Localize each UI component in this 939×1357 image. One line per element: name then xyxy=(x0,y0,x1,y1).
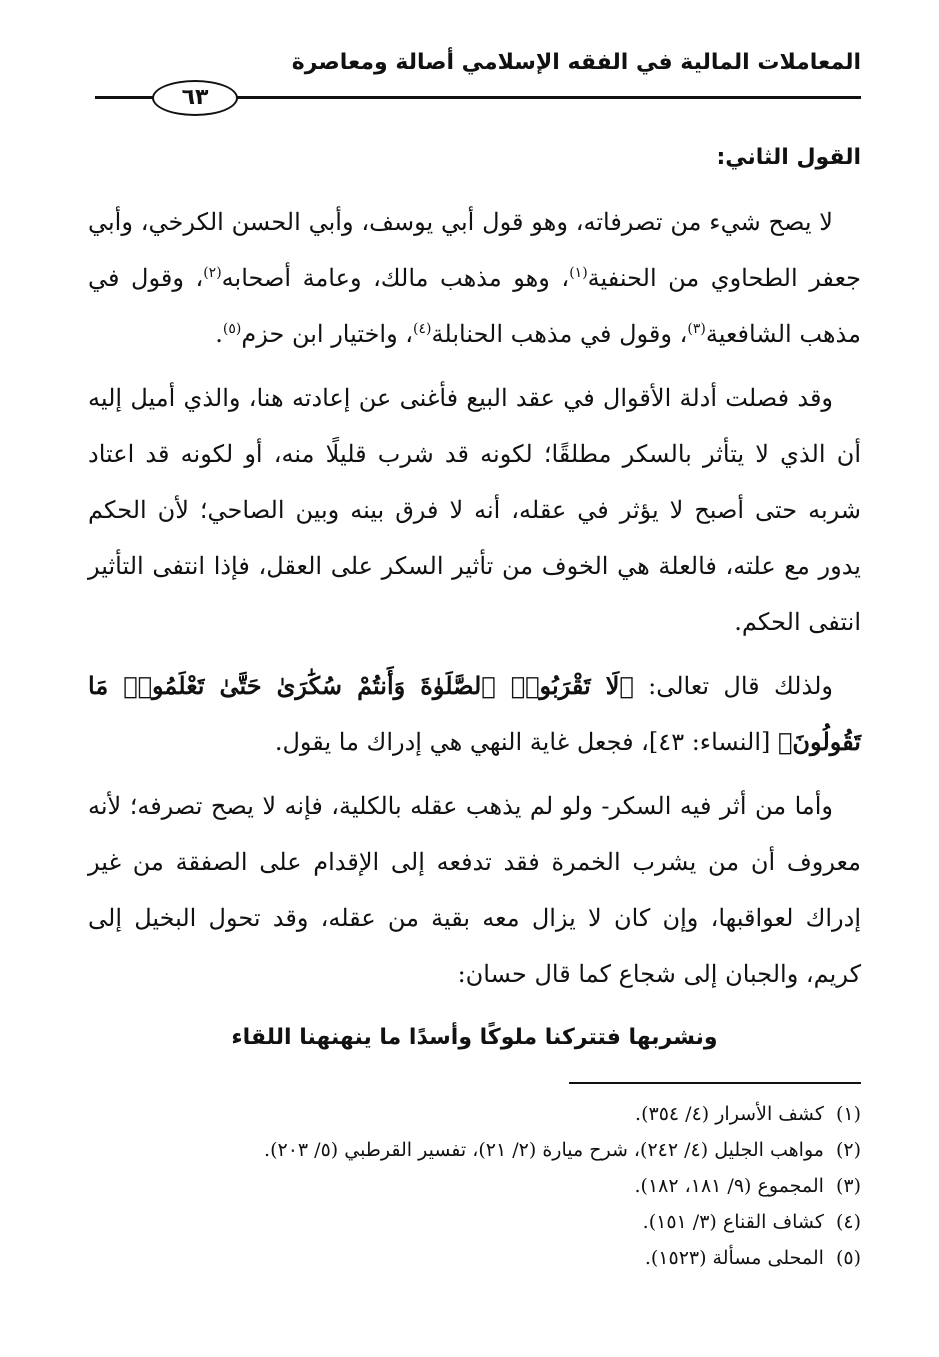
poetry-verse: ونشربها فتتركنا ملوكًا وأسدًا ما ينهنهنا اللقاء xyxy=(231,1025,718,1050)
paragraph-3 xyxy=(88,658,861,770)
footnote-item xyxy=(88,1132,861,1168)
footnote-number: (٢) xyxy=(835,1139,861,1161)
footnote-text: كشاف القناع (٣/ ١٥١). xyxy=(642,1211,824,1233)
p3-text-b: ، فجعل غاية النهي هي إدراك ما يقول. xyxy=(274,728,649,756)
footnote-number: (٣) xyxy=(835,1175,861,1197)
footnote-ref-5: (٥) xyxy=(222,321,242,337)
footnote-text: مواهب الجليل (٤/ ٢٤٢)، شرح ميارة (٢/ ٢١)، تفسير القرطبي (٥/ ٢٠٣). xyxy=(264,1139,824,1161)
footnote-item xyxy=(88,1168,861,1204)
p1-text-f: . xyxy=(215,320,223,348)
verse-reference: [النساء: ٤٣] xyxy=(648,728,771,756)
main-text xyxy=(88,130,861,1074)
footnote-text: المجموع (٩/ ١٨١، ١٨٢). xyxy=(634,1175,824,1197)
footnote-ref-2: (٢) xyxy=(203,265,222,281)
footnote-item xyxy=(88,1096,861,1132)
footnote-number: (٥) xyxy=(835,1247,861,1269)
paragraph-1 xyxy=(88,194,861,362)
footnote-text: كشف الأسرار (٤/ ٣٥٤). xyxy=(635,1103,824,1125)
footnotes xyxy=(88,1096,861,1276)
paragraph-4: وأما من أثر فيه السكر- ولو لم يذهب عقله بالكلية، فإنه لا يصح تصرفه؛ لأنه معروف أن من يشرب الخمرة فقد تدفعه إلى الإقدام على الصفقة من غير إدراك لعواقبها، وإن كان لا يزال معه بقية من عقله، وقد تحول البخيل إلى كريم، والجبان إلى شجاع كما قال حسان: xyxy=(88,792,861,988)
footnote-ref-1: (١) xyxy=(569,265,588,281)
subheading: القول الثاني: xyxy=(716,145,861,170)
p3-text-a: ولذلك قال تعالى: xyxy=(633,672,833,700)
footnote-ref-4: (٤) xyxy=(413,321,432,337)
footnote-text: المحلى مسألة (١٥٢٣). xyxy=(644,1247,824,1269)
footnote-number: (١) xyxy=(835,1103,861,1125)
p1-text-d: ، وقول في مذهب الحنابلة xyxy=(431,320,688,348)
running-title: المعاملات المالية في الفقه الإسلامي أصالة ومعاصرة xyxy=(291,50,861,75)
p1-text-a: لا يصح شيء من تصرفاته، وهو قول أبي يوسف، وأبي الحسن الكرخي، وأبي جعفر الطحاوي من الحنفية xyxy=(88,208,861,292)
quran-verse: ﴿لَا تَقْرَبُوا۟ ٱلصَّلَوٰةَ وَأَنتُمْ سُكَٰرَىٰ حَتَّىٰ تَعْلَمُوا۟ مَا تَقُولُونَ﴾ xyxy=(88,671,861,756)
footnote-number: (٤) xyxy=(835,1211,861,1233)
footnote-item xyxy=(88,1240,861,1276)
p1-text-c: ، وقول في مذهب الشافعية xyxy=(88,264,861,348)
footnote-ref-3: (٣) xyxy=(687,321,706,337)
paragraph-2: وقد فصلت أدلة الأقوال في عقد البيع فأغنى عن إعادته هنا، والذي أميل إليه أن الذي لا يتأثر بالسكر مطلقًا؛ لكونه قد شرب قليلًا منه، أو لكونه قد اعتاد شربه حتى أصبح لا يؤثر في عقله، أنه لا فرق بينه وبين الصاحي؛ لأن الحكم يدور مع علته، فالعلة هي الخوف من تأثير السكر على العقل، فإذا انتفى التأثير انتفى الحكم. xyxy=(88,384,861,636)
page-number: ٦٣ xyxy=(152,80,238,116)
p1-text-b: ، وهو مذهب مالك، وعامة أصحابه xyxy=(221,264,570,292)
footnote-item xyxy=(88,1204,861,1240)
footnote-rule xyxy=(569,1082,861,1084)
p1-text-e: ، واختيار ابن حزم xyxy=(241,320,414,348)
